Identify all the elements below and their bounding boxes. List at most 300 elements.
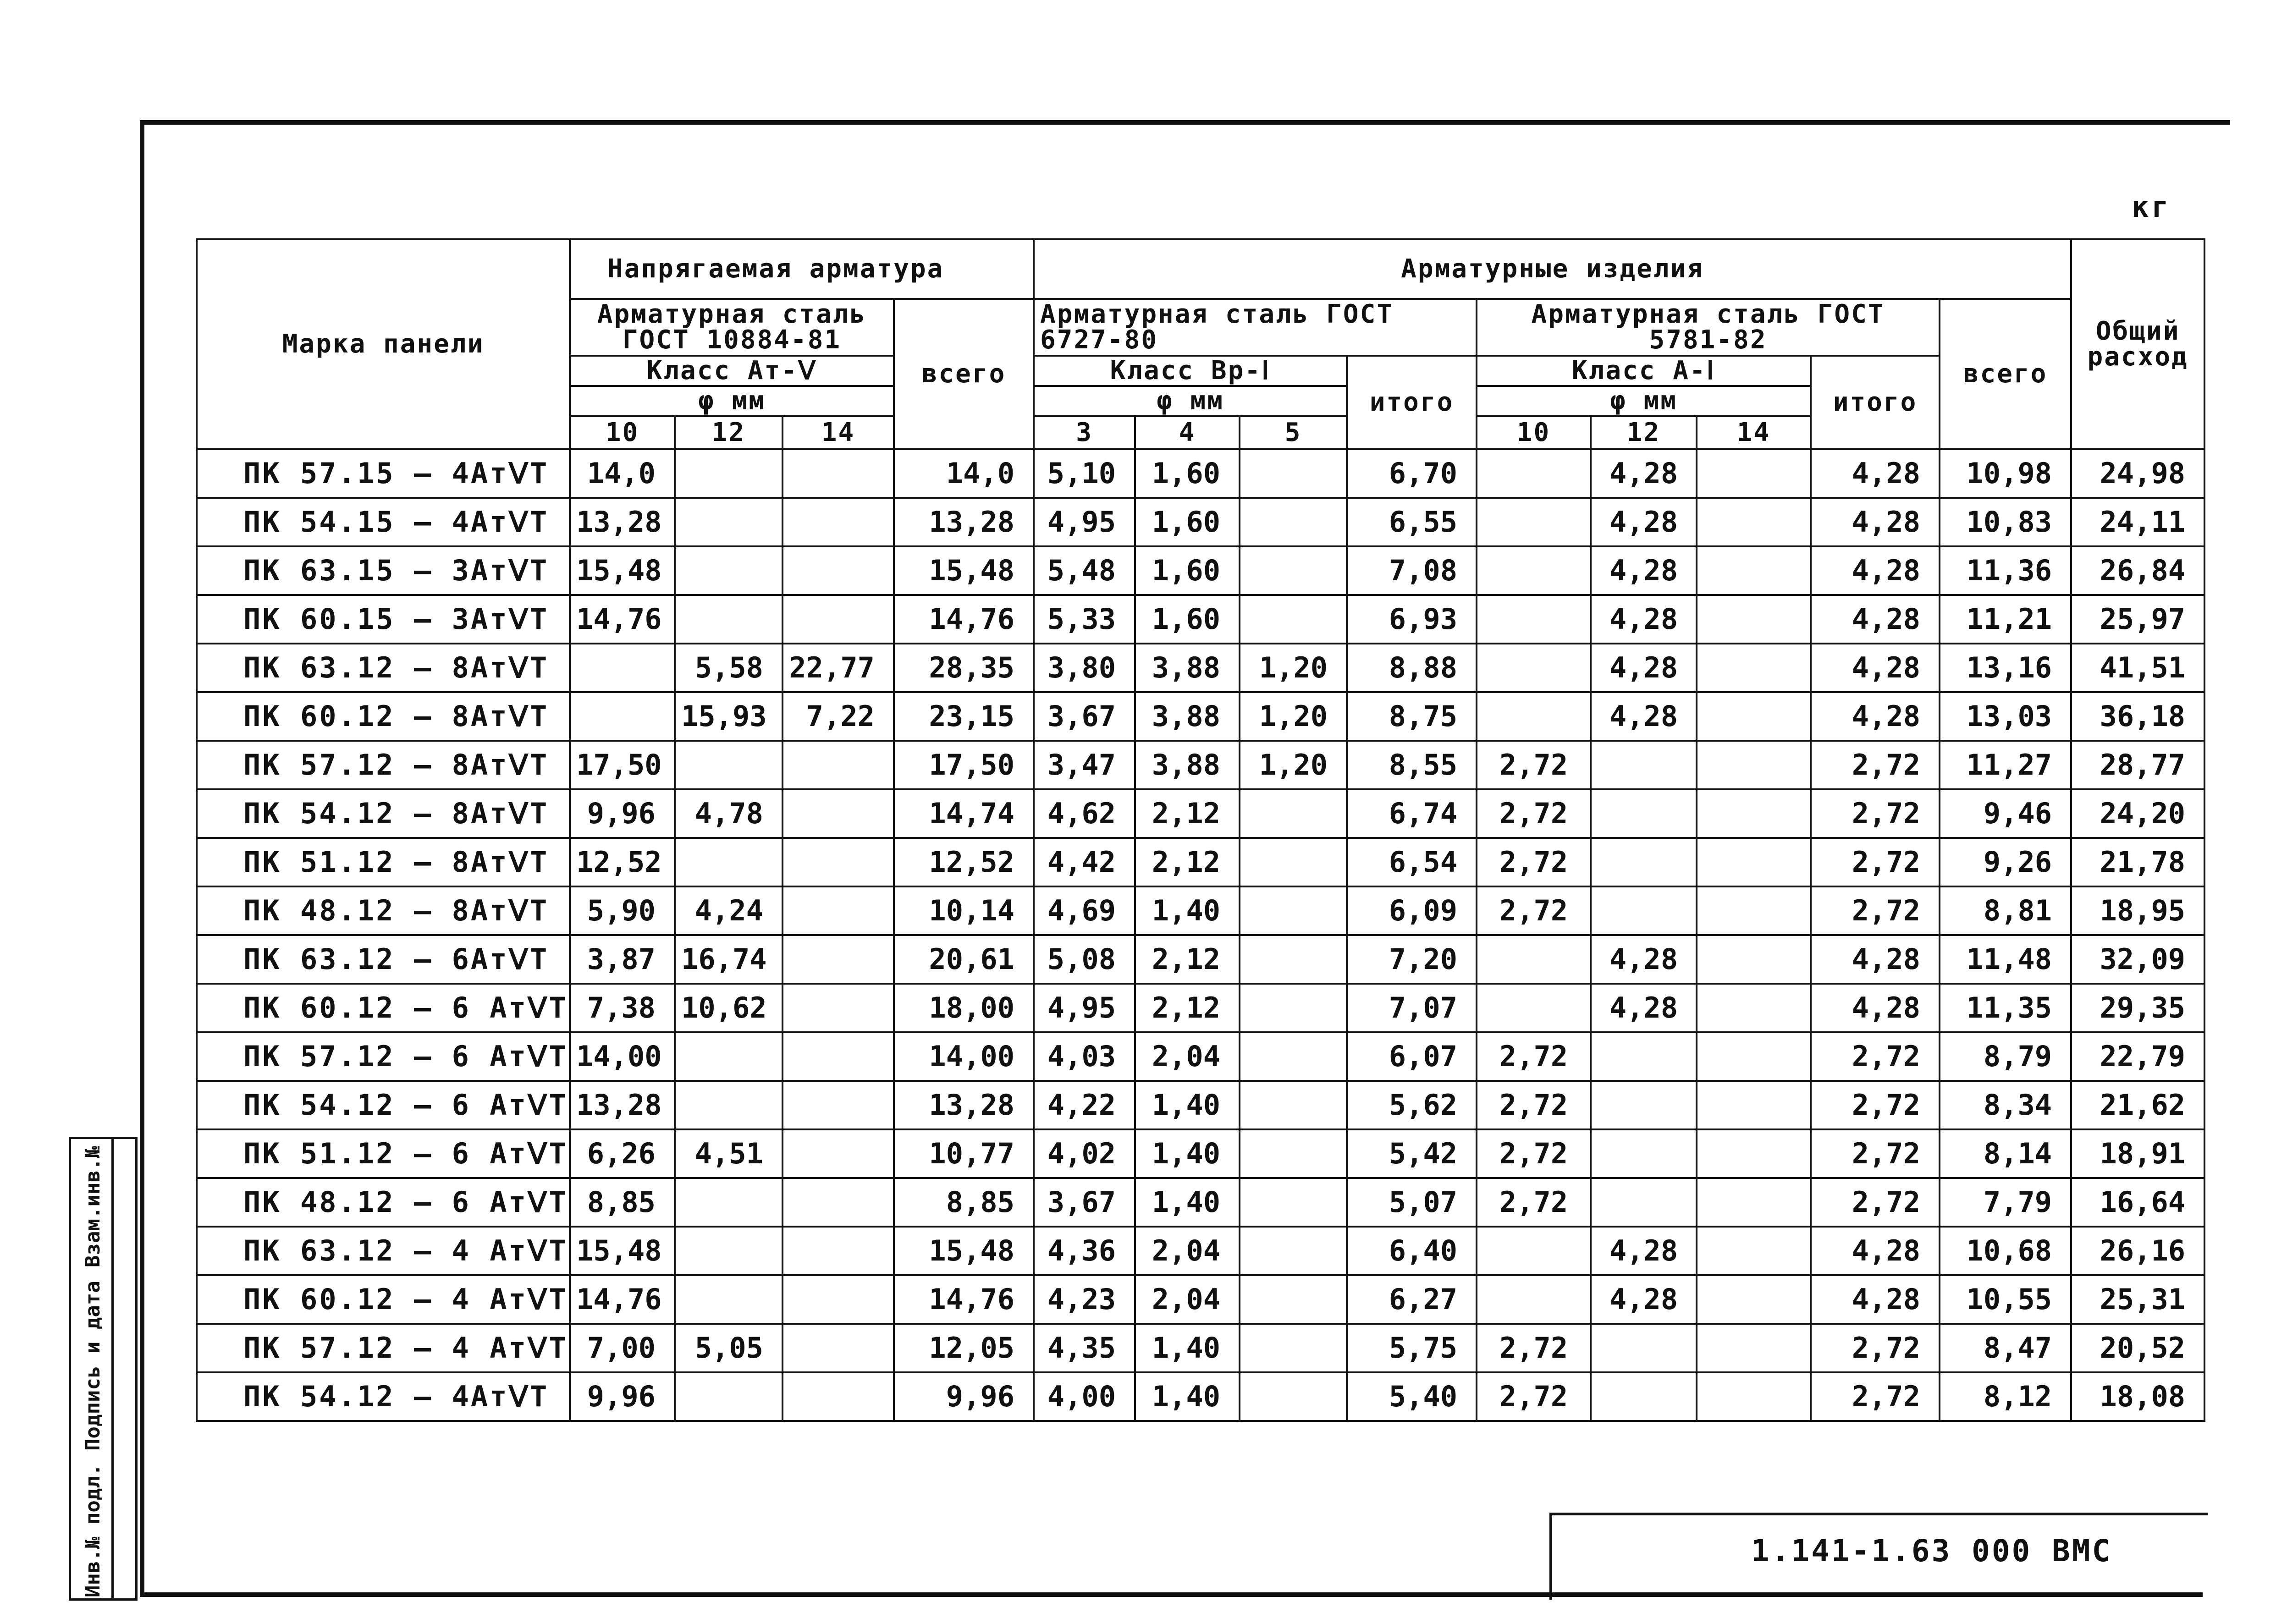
value-cell: 4,28 xyxy=(1811,644,1940,692)
value-cell xyxy=(1240,789,1347,838)
value-cell xyxy=(1697,1227,1811,1275)
value-cell xyxy=(1697,886,1811,935)
value-cell: 2,72 xyxy=(1477,1372,1591,1421)
frame-left-border xyxy=(140,120,144,1597)
value-cell xyxy=(783,546,894,595)
value-cell: 4,28 xyxy=(1591,498,1697,546)
value-cell xyxy=(783,741,894,789)
value-cell: 1,40 xyxy=(1135,1372,1240,1421)
value-cell xyxy=(1697,1324,1811,1372)
value-cell xyxy=(783,1178,894,1227)
document-number: 1.141-1.63 000 ВМС xyxy=(1751,1533,2112,1569)
value-cell xyxy=(675,449,783,498)
value-cell: 6,74 xyxy=(1347,789,1477,838)
value-cell xyxy=(675,1081,783,1129)
value-cell: 7,07 xyxy=(1347,984,1477,1032)
value-cell: 1,40 xyxy=(1135,1324,1240,1372)
value-cell: 16,74 xyxy=(675,935,783,984)
value-cell: 14,76 xyxy=(570,595,675,644)
value-cell xyxy=(1477,644,1591,692)
value-cell: 3,47 xyxy=(1034,741,1135,789)
value-cell: 6,70 xyxy=(1347,449,1477,498)
value-cell: 13,03 xyxy=(1940,692,2071,741)
value-cell: 13,28 xyxy=(570,498,675,546)
value-cell: 22,79 xyxy=(2071,1032,2204,1081)
table-row xyxy=(197,1275,2204,1324)
value-cell: 4,00 xyxy=(1034,1372,1135,1421)
header-class-vr: Класс Вр-Ⅰ xyxy=(1034,356,1347,386)
value-cell xyxy=(1697,1178,1811,1227)
value-cell: 14,00 xyxy=(894,1032,1034,1081)
panel-mark-cell: ПК 54.12 – 6 АтⅤТ xyxy=(197,1081,570,1129)
value-cell: 4,28 xyxy=(1811,449,1940,498)
value-cell: 4,03 xyxy=(1034,1032,1135,1081)
value-cell xyxy=(1697,644,1811,692)
value-cell: 4,28 xyxy=(1591,1227,1697,1275)
header-diameter: 14 xyxy=(783,416,894,449)
value-cell: 2,72 xyxy=(1811,1129,1940,1178)
value-cell: 6,40 xyxy=(1347,1227,1477,1275)
table-row xyxy=(197,741,2204,789)
value-cell: 4,28 xyxy=(1811,692,1940,741)
value-cell: 2,72 xyxy=(1477,1178,1591,1227)
panel-mark-cell: ПК 48.12 – 6 АтⅤТ xyxy=(197,1178,570,1227)
value-cell: 22,77 xyxy=(783,644,894,692)
value-cell: 18,91 xyxy=(2071,1129,2204,1178)
table-row xyxy=(197,984,2204,1032)
value-cell: 20,52 xyxy=(2071,1324,2204,1372)
value-cell: 3,87 xyxy=(570,935,675,984)
value-cell xyxy=(1240,1227,1347,1275)
value-cell: 4,95 xyxy=(1034,498,1135,546)
value-cell xyxy=(1477,449,1591,498)
panel-mark-cell: ПК 60.15 – 3АтⅤТ xyxy=(197,595,570,644)
table-row xyxy=(197,886,2204,935)
value-cell: 26,16 xyxy=(2071,1227,2204,1275)
value-cell: 9,96 xyxy=(570,1372,675,1421)
value-cell xyxy=(1240,886,1347,935)
header-itogo-1: итого xyxy=(1347,356,1477,449)
panel-mark-cell: ПК 54.12 – 4АтⅤТ xyxy=(197,1372,570,1421)
value-cell: 4,42 xyxy=(1034,838,1135,886)
value-cell: 28,77 xyxy=(2071,741,2204,789)
value-cell xyxy=(675,498,783,546)
header-vsego-2: всего xyxy=(1940,299,2071,449)
value-cell: 18,00 xyxy=(894,984,1034,1032)
value-cell: 14,0 xyxy=(894,449,1034,498)
value-cell: 2,04 xyxy=(1135,1275,1240,1324)
table-row xyxy=(197,1178,2204,1227)
value-cell xyxy=(1697,1275,1811,1324)
header-diameter: 12 xyxy=(1591,416,1697,449)
value-cell: 2,04 xyxy=(1135,1032,1240,1081)
value-cell: 8,75 xyxy=(1347,692,1477,741)
table-row xyxy=(197,546,2204,595)
value-cell xyxy=(783,1081,894,1129)
value-cell: 6,93 xyxy=(1347,595,1477,644)
value-cell: 14,74 xyxy=(894,789,1034,838)
stamp-vzam-inv: Взам.инв.№ xyxy=(81,1146,105,1267)
value-cell: 4,23 xyxy=(1034,1275,1135,1324)
value-cell: 2,12 xyxy=(1135,838,1240,886)
value-cell: 1,60 xyxy=(1135,498,1240,546)
value-cell: 5,42 xyxy=(1347,1129,1477,1178)
value-cell xyxy=(675,546,783,595)
value-cell xyxy=(1240,1275,1347,1324)
value-cell xyxy=(1477,546,1591,595)
value-cell: 10,98 xyxy=(1940,449,2071,498)
value-cell: 17,50 xyxy=(894,741,1034,789)
value-cell: 5,62 xyxy=(1347,1081,1477,1129)
value-cell: 2,72 xyxy=(1477,1081,1591,1129)
panel-mark-cell: ПК 54.12 – 8АтⅤТ xyxy=(197,789,570,838)
value-cell: 1,60 xyxy=(1135,595,1240,644)
value-cell: 13,16 xyxy=(1940,644,2071,692)
value-cell: 2,72 xyxy=(1811,741,1940,789)
header-itogo-2: итого xyxy=(1811,356,1940,449)
value-cell: 1,40 xyxy=(1135,1081,1240,1129)
header-products: Арматурные изделия xyxy=(1034,239,2071,299)
header-phi-mm-3: φ мм xyxy=(1477,386,1811,416)
value-cell: 4,28 xyxy=(1591,644,1697,692)
value-cell: 4,28 xyxy=(1591,1275,1697,1324)
table-row xyxy=(197,595,2204,644)
value-cell: 4,24 xyxy=(675,886,783,935)
value-cell xyxy=(675,1178,783,1227)
value-cell xyxy=(1697,1372,1811,1421)
value-cell xyxy=(1591,1324,1697,1372)
value-cell: 8,47 xyxy=(1940,1324,2071,1372)
value-cell: 4,35 xyxy=(1034,1324,1135,1372)
header-total: Общий расход xyxy=(2071,239,2204,449)
value-cell: 5,10 xyxy=(1034,449,1135,498)
header-diameter: 10 xyxy=(570,416,675,449)
value-cell: 2,72 xyxy=(1811,1081,1940,1129)
value-cell: 10,55 xyxy=(1940,1275,2071,1324)
header-steel-6727: Арматурная сталь ГОСТ 6727-80 xyxy=(1034,299,1477,356)
value-cell: 8,34 xyxy=(1940,1081,2071,1129)
value-cell: 7,08 xyxy=(1347,546,1477,595)
value-cell: 24,11 xyxy=(2071,498,2204,546)
value-cell: 5,48 xyxy=(1034,546,1135,595)
value-cell: 4,28 xyxy=(1591,449,1697,498)
value-cell: 2,72 xyxy=(1811,1324,1940,1372)
value-cell: 12,52 xyxy=(894,838,1034,886)
header-mark: Марка панели xyxy=(197,239,570,449)
value-cell: 4,28 xyxy=(1591,692,1697,741)
value-cell: 18,95 xyxy=(2071,886,2204,935)
table-row xyxy=(197,1372,2204,1421)
value-cell xyxy=(675,1032,783,1081)
table-header xyxy=(197,239,2204,449)
value-cell: 4,28 xyxy=(1811,498,1940,546)
table-row xyxy=(197,1032,2204,1081)
table-row xyxy=(197,644,2204,692)
value-cell: 5,33 xyxy=(1034,595,1135,644)
table-row xyxy=(197,1081,2204,1129)
value-cell: 11,21 xyxy=(1940,595,2071,644)
stamp-inv-podl: Инв.№ подл. xyxy=(81,1464,105,1597)
value-cell xyxy=(1697,449,1811,498)
value-cell xyxy=(1591,1081,1697,1129)
header-steel-10884: Арматурная сталь ГОСТ 10884-81 xyxy=(570,299,894,356)
value-cell: 4,95 xyxy=(1034,984,1135,1032)
header-diameter: 10 xyxy=(1477,416,1591,449)
value-cell: 4,62 xyxy=(1034,789,1135,838)
panel-mark-cell: ПК 57.12 – 6 АтⅤТ xyxy=(197,1032,570,1081)
value-cell xyxy=(1240,1178,1347,1227)
value-cell: 2,12 xyxy=(1135,935,1240,984)
value-cell: 7,20 xyxy=(1347,935,1477,984)
value-cell xyxy=(1477,595,1591,644)
value-cell xyxy=(1240,546,1347,595)
value-cell xyxy=(783,1372,894,1421)
value-cell: 15,48 xyxy=(570,546,675,595)
value-cell xyxy=(1697,1129,1811,1178)
value-cell: 11,48 xyxy=(1940,935,2071,984)
table-row xyxy=(197,935,2204,984)
header-phi-mm-1: φ мм xyxy=(570,386,894,416)
value-cell: 11,27 xyxy=(1940,741,2071,789)
value-cell: 15,93 xyxy=(675,692,783,741)
panel-mark-cell: ПК 63.12 – 6АтⅤТ xyxy=(197,935,570,984)
value-cell: 7,38 xyxy=(570,984,675,1032)
value-cell: 6,09 xyxy=(1347,886,1477,935)
value-cell: 3,88 xyxy=(1135,741,1240,789)
value-cell: 28,35 xyxy=(894,644,1034,692)
unit-label: кг xyxy=(2132,190,2171,224)
value-cell xyxy=(1697,1032,1811,1081)
value-cell: 14,00 xyxy=(570,1032,675,1081)
value-cell: 21,62 xyxy=(2071,1081,2204,1129)
value-cell xyxy=(1591,1178,1697,1227)
value-cell: 4,36 xyxy=(1034,1227,1135,1275)
panel-mark-cell: ПК 63.12 – 4 АтⅤТ xyxy=(197,1227,570,1275)
value-cell xyxy=(783,789,894,838)
header-diameter: 14 xyxy=(1697,416,1811,449)
value-cell: 2,72 xyxy=(1811,1372,1940,1421)
value-cell: 3,88 xyxy=(1135,692,1240,741)
value-cell: 1,60 xyxy=(1135,546,1240,595)
panel-mark-cell: ПК 57.12 – 4 АтⅤТ xyxy=(197,1324,570,1372)
value-cell: 3,80 xyxy=(1034,644,1135,692)
value-cell: 29,35 xyxy=(2071,984,2204,1032)
value-cell xyxy=(1477,1275,1591,1324)
header-diameter: 12 xyxy=(675,416,783,449)
value-cell: 1,40 xyxy=(1135,1129,1240,1178)
value-cell: 9,26 xyxy=(1940,838,2071,886)
value-cell: 6,54 xyxy=(1347,838,1477,886)
value-cell: 6,27 xyxy=(1347,1275,1477,1324)
value-cell xyxy=(1697,789,1811,838)
value-cell: 4,28 xyxy=(1591,935,1697,984)
value-cell: 23,15 xyxy=(894,692,1034,741)
header-phi-mm-2: φ мм xyxy=(1034,386,1347,416)
value-cell xyxy=(783,838,894,886)
value-cell xyxy=(570,692,675,741)
value-cell: 25,97 xyxy=(2071,595,2204,644)
value-cell: 26,84 xyxy=(2071,546,2204,595)
value-cell: 7,79 xyxy=(1940,1178,2071,1227)
reinforcement-table xyxy=(196,238,2205,1422)
value-cell: 10,68 xyxy=(1940,1227,2071,1275)
value-cell: 8,14 xyxy=(1940,1129,2071,1178)
value-cell xyxy=(1477,692,1591,741)
value-cell: 4,28 xyxy=(1811,1275,1940,1324)
value-cell: 14,0 xyxy=(570,449,675,498)
panel-mark-cell: ПК 48.12 – 8АтⅤТ xyxy=(197,886,570,935)
value-cell: 4,28 xyxy=(1811,1227,1940,1275)
value-cell: 2,72 xyxy=(1477,886,1591,935)
value-cell xyxy=(783,1032,894,1081)
value-cell: 8,85 xyxy=(894,1178,1034,1227)
value-cell: 1,20 xyxy=(1240,644,1347,692)
panel-mark-cell: ПК 57.15 – 4АтⅤТ xyxy=(197,449,570,498)
value-cell xyxy=(1591,1032,1697,1081)
panel-mark-cell: ПК 63.15 – 3АтⅤТ xyxy=(197,546,570,595)
panel-mark-cell: ПК 60.12 – 6 АтⅤТ xyxy=(197,984,570,1032)
value-cell: 10,62 xyxy=(675,984,783,1032)
value-cell: 12,05 xyxy=(894,1324,1034,1372)
value-cell: 8,79 xyxy=(1940,1032,2071,1081)
header-diameter: 5 xyxy=(1240,416,1347,449)
value-cell: 36,18 xyxy=(2071,692,2204,741)
frame-top-border xyxy=(140,120,2230,125)
panel-mark-cell: ПК 60.12 – 4 АтⅤТ xyxy=(197,1275,570,1324)
value-cell xyxy=(1591,1129,1697,1178)
value-cell xyxy=(1477,498,1591,546)
value-cell: 5,07 xyxy=(1347,1178,1477,1227)
value-cell xyxy=(783,886,894,935)
value-cell: 1,20 xyxy=(1240,692,1347,741)
value-cell: 9,46 xyxy=(1940,789,2071,838)
value-cell: 5,40 xyxy=(1347,1372,1477,1421)
value-cell: 9,96 xyxy=(570,789,675,838)
value-cell xyxy=(1697,741,1811,789)
stamp-podpis-data: Подпись и дата xyxy=(81,1281,105,1451)
value-cell: 11,35 xyxy=(1940,984,2071,1032)
value-cell: 8,88 xyxy=(1347,644,1477,692)
value-cell: 8,55 xyxy=(1347,741,1477,789)
value-cell: 6,26 xyxy=(570,1129,675,1178)
value-cell xyxy=(675,595,783,644)
value-cell: 11,36 xyxy=(1940,546,2071,595)
value-cell: 4,28 xyxy=(1811,984,1940,1032)
value-cell xyxy=(783,1227,894,1275)
value-cell: 7,00 xyxy=(570,1324,675,1372)
value-cell: 15,48 xyxy=(570,1227,675,1275)
value-cell: 2,72 xyxy=(1811,838,1940,886)
value-cell: 14,76 xyxy=(894,595,1034,644)
header-steel-5781: Арматурная сталь ГОСТ 5781-82 xyxy=(1477,299,1940,356)
value-cell xyxy=(1697,546,1811,595)
value-cell: 1,40 xyxy=(1135,886,1240,935)
value-cell: 18,08 xyxy=(2071,1372,2204,1421)
value-cell xyxy=(1697,595,1811,644)
value-cell: 1,40 xyxy=(1135,1178,1240,1227)
value-cell: 1,20 xyxy=(1240,741,1347,789)
value-cell xyxy=(1697,935,1811,984)
header-class-a: Класс А-Ⅰ xyxy=(1477,356,1811,386)
value-cell: 25,31 xyxy=(2071,1275,2204,1324)
value-cell: 4,69 xyxy=(1034,886,1135,935)
value-cell xyxy=(783,595,894,644)
value-cell: 5,75 xyxy=(1347,1324,1477,1372)
value-cell xyxy=(675,838,783,886)
table-row xyxy=(197,498,2204,546)
value-cell: 4,28 xyxy=(1811,935,1940,984)
value-cell: 4,02 xyxy=(1034,1129,1135,1178)
table-body xyxy=(197,449,2204,1421)
value-cell xyxy=(675,741,783,789)
table-row xyxy=(197,838,2204,886)
value-cell: 6,07 xyxy=(1347,1032,1477,1081)
value-cell xyxy=(1240,595,1347,644)
value-cell: 1,60 xyxy=(1135,449,1240,498)
value-cell xyxy=(1697,498,1811,546)
value-cell xyxy=(1591,838,1697,886)
value-cell: 13,28 xyxy=(894,1081,1034,1129)
value-cell xyxy=(1240,1081,1347,1129)
value-cell xyxy=(783,935,894,984)
value-cell: 15,48 xyxy=(894,1227,1034,1275)
value-cell: 2,72 xyxy=(1477,1324,1591,1372)
value-cell: 4,22 xyxy=(1034,1081,1135,1129)
header-prestressed: Напрягаемая арматура xyxy=(570,239,1034,299)
value-cell xyxy=(1240,1324,1347,1372)
value-cell: 4,28 xyxy=(1591,984,1697,1032)
value-cell xyxy=(1240,498,1347,546)
value-cell: 9,96 xyxy=(894,1372,1034,1421)
value-cell: 16,64 xyxy=(2071,1178,2204,1227)
table-row xyxy=(197,1129,2204,1178)
panel-mark-cell: ПК 51.12 – 8АтⅤТ xyxy=(197,838,570,886)
value-cell: 2,72 xyxy=(1477,1032,1591,1081)
value-cell xyxy=(570,644,675,692)
value-cell: 2,12 xyxy=(1135,789,1240,838)
panel-mark-cell: ПК 54.15 – 4АтⅤТ xyxy=(197,498,570,546)
value-cell: 8,85 xyxy=(570,1178,675,1227)
value-cell: 4,78 xyxy=(675,789,783,838)
value-cell xyxy=(1240,984,1347,1032)
value-cell: 12,52 xyxy=(570,838,675,886)
value-cell: 10,77 xyxy=(894,1129,1034,1178)
value-cell xyxy=(1240,838,1347,886)
value-cell: 24,20 xyxy=(2071,789,2204,838)
value-cell xyxy=(1591,789,1697,838)
value-cell: 14,76 xyxy=(570,1275,675,1324)
value-cell: 32,09 xyxy=(2071,935,2204,984)
value-cell: 4,28 xyxy=(1591,546,1697,595)
value-cell: 4,28 xyxy=(1591,595,1697,644)
table-row xyxy=(197,789,2204,838)
value-cell: 2,72 xyxy=(1477,741,1591,789)
header-diameter: 3 xyxy=(1034,416,1135,449)
value-cell: 8,81 xyxy=(1940,886,2071,935)
value-cell: 20,61 xyxy=(894,935,1034,984)
value-cell: 10,14 xyxy=(894,886,1034,935)
value-cell xyxy=(783,984,894,1032)
value-cell: 14,76 xyxy=(894,1275,1034,1324)
value-cell: 13,28 xyxy=(894,498,1034,546)
value-cell: 4,28 xyxy=(1811,546,1940,595)
value-cell: 3,88 xyxy=(1135,644,1240,692)
value-cell: 2,72 xyxy=(1477,1129,1591,1178)
value-cell: 5,08 xyxy=(1034,935,1135,984)
value-cell xyxy=(1477,984,1591,1032)
value-cell: 3,67 xyxy=(1034,692,1135,741)
header-class-at: Класс Ат-Ⅴ xyxy=(570,356,894,386)
